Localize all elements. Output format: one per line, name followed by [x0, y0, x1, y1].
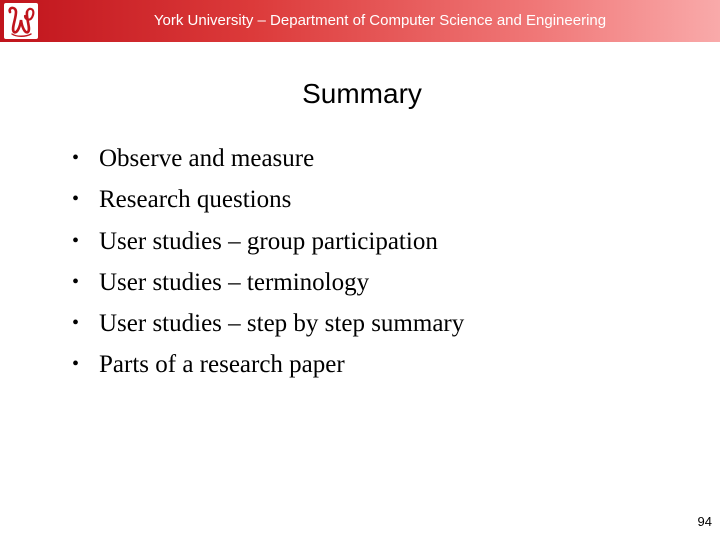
bullet-icon: • — [72, 229, 80, 252]
list-item — [72, 221, 464, 262]
bullet-text: Observe and measure — [99, 145, 315, 172]
slide-title: Summary — [302, 78, 422, 109]
york-university-logo-icon — [4, 3, 38, 39]
list-item — [72, 303, 464, 344]
bullet-text: Parts of a research paper — [99, 351, 345, 379]
header-bar — [0, 0, 720, 42]
bullet-icon: • — [72, 353, 80, 376]
header-title: York University – Department of Computer Science and Engineering — [153, 12, 607, 29]
list-item — [72, 179, 464, 220]
bullet-text: User studies – group participation — [99, 227, 438, 255]
bullet-text: User studies – step by step summary — [99, 310, 465, 338]
bullet-text: User studies – terminology — [99, 268, 370, 296]
bullet-list — [72, 138, 464, 386]
bullet-icon: • — [72, 147, 80, 169]
page-number: 94 — [697, 514, 712, 529]
list-item — [72, 138, 464, 179]
bullet-icon: • — [72, 270, 80, 293]
bullet-icon: • — [72, 312, 80, 335]
bullet-icon: • — [72, 188, 80, 211]
list-item — [72, 262, 464, 303]
bullet-text: Research questions — [99, 186, 292, 214]
list-item — [72, 344, 464, 385]
